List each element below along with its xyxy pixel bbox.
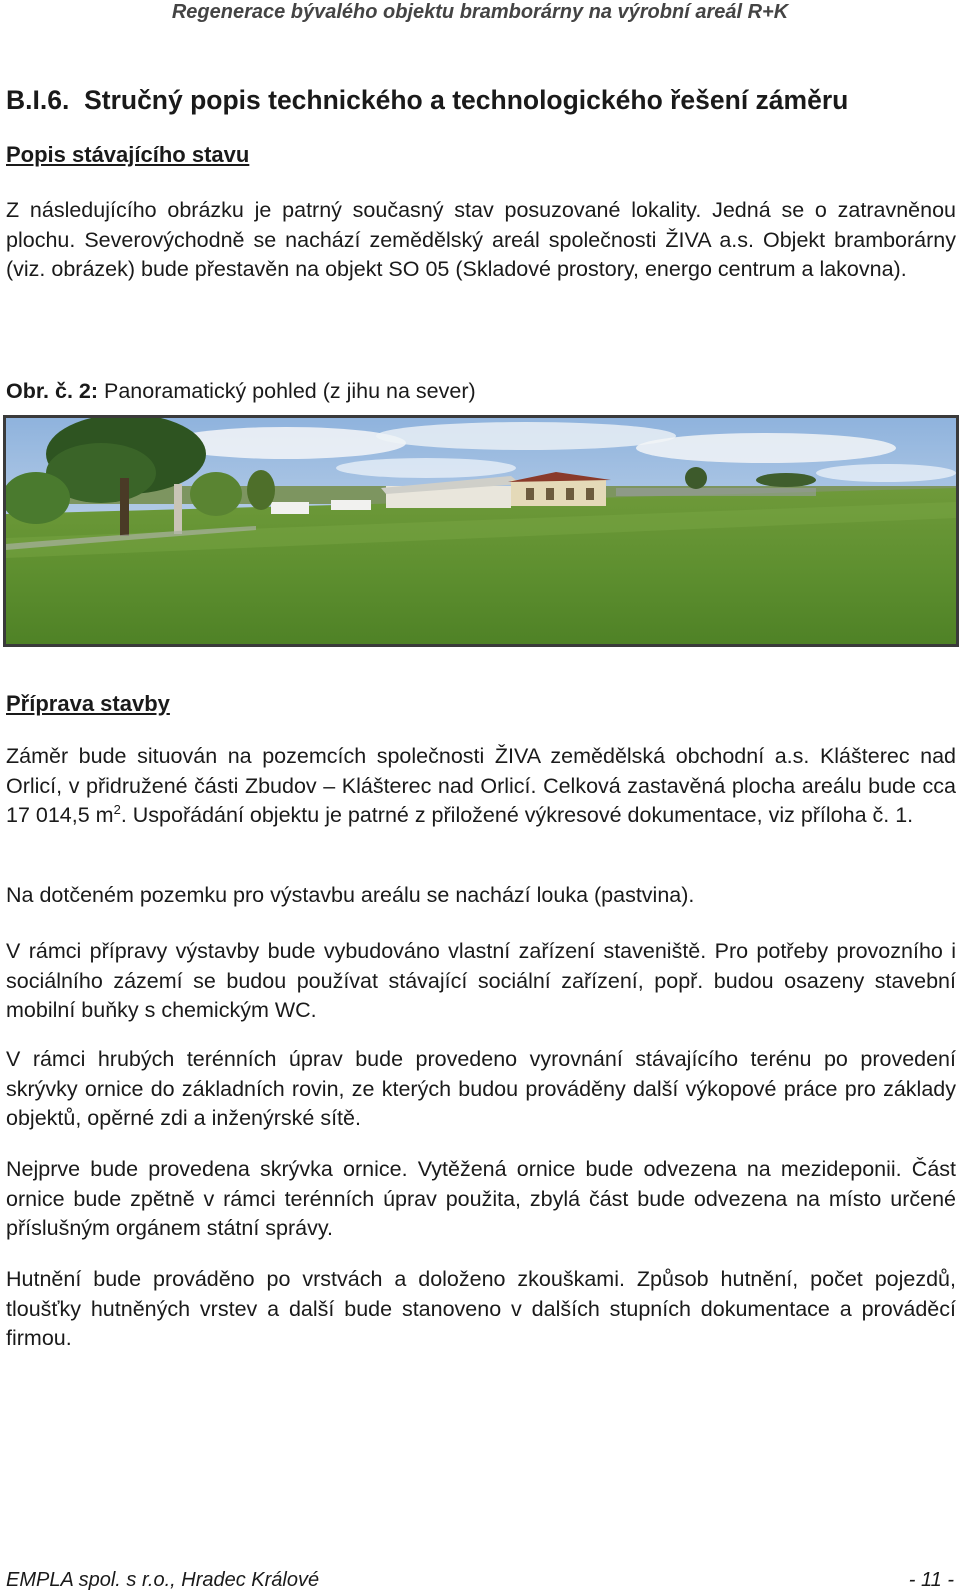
panorama-photo bbox=[3, 415, 959, 647]
section-title: Stručný popis technického a technologického řešení záměru bbox=[84, 85, 849, 115]
footer-page-number: - 11 - bbox=[908, 1569, 954, 1591]
section-heading bbox=[6, 84, 951, 116]
preparation-paragraph-4: V rámci hrubých terénních úprav bude provedeno vyrovnání stávajícího terénu po provedení skrývky ornice do základních rovin, ze kterých budou prováděny další výkopové práce pro základy objektů, opěrné zdi a inženýrské sítě. bbox=[6, 1047, 956, 1130]
figure-caption bbox=[6, 377, 476, 405]
existing-state-paragraph: Z následujícího obrázku je patrný současný stav posuzované lokality. Jedná se o zatravněnou plochu. Severovýchodně se nachází zemědělský areál společnosti ŽIVA a.s. Objekt bramborárny (viz. obrázek) bude přestavěn na objekt SO 05 (Skladové prostory, energo centrum a lakovna). bbox=[6, 198, 956, 281]
existing-state-heading: Popis stávajícího stavu bbox=[6, 142, 250, 167]
preparation-paragraph-1 bbox=[6, 742, 956, 831]
preparation-p1-text: Záměr bude situován na pozemcích společnosti ŽIVA zemědělská obchodní a.s. Klášterec nad Orlicí, v přidružené části Zbudov – Klášterec nad Orlicí. Celková zastavěná plocha areálu bude cca 17 014,5 m bbox=[6, 744, 956, 827]
preparation-paragraph-3: V rámci přípravy výstavby bude vybudováno vlastní zařízení staveniště. Pro potřeby provozního i sociálního zázemí se budou používat stávající sociální zařízení, popř. budou osazeny stavební mobilní buňky s chemickým WC. bbox=[6, 939, 956, 1022]
preparation-paragraph-5: Nejprve bude provedena skrývka ornice. Vytěžená ornice bude odvezena na mezideponii. Část ornice bude zpětně v rámci terénních úprav použita, zbylá část bude odvezena na místo určené příslušným orgánem státní správy. bbox=[6, 1157, 956, 1240]
preparation-p1-text-end: . Uspořádání objektu je patrné z přiložené výkresové dokumentace, viz příloha č. 1. bbox=[120, 803, 914, 827]
figure-label: Obr. č. 2: bbox=[6, 379, 99, 403]
running-header: Regenerace bývalého objektu bramborárny na výrobní areál R+K bbox=[171, 1, 789, 23]
preparation-paragraph-6: Hutnění bude prováděno po vrstvách a doloženo zkouškami. Způsob hutnění, počet pojezdů, tloušťky hutněných vrstev a další bude stanoveno v dalších stupních dokumentace a prováděcí firmou. bbox=[6, 1267, 956, 1350]
preparation-paragraph-2: Na dotčeném pozemku pro výstavbu areálu se nachází louka (pastvina). bbox=[6, 883, 695, 907]
footer-company: EMPLA spol. s r.o., Hradec Králové bbox=[6, 1569, 320, 1591]
panorama-photo-icon bbox=[6, 418, 956, 644]
area-unit-superscript: 2 bbox=[113, 801, 121, 817]
section-number: B.I.6. bbox=[6, 85, 70, 115]
figure-caption-text: Panoramatický pohled (z jihu na sever) bbox=[104, 379, 476, 403]
preparation-heading: Příprava stavby bbox=[6, 691, 170, 716]
